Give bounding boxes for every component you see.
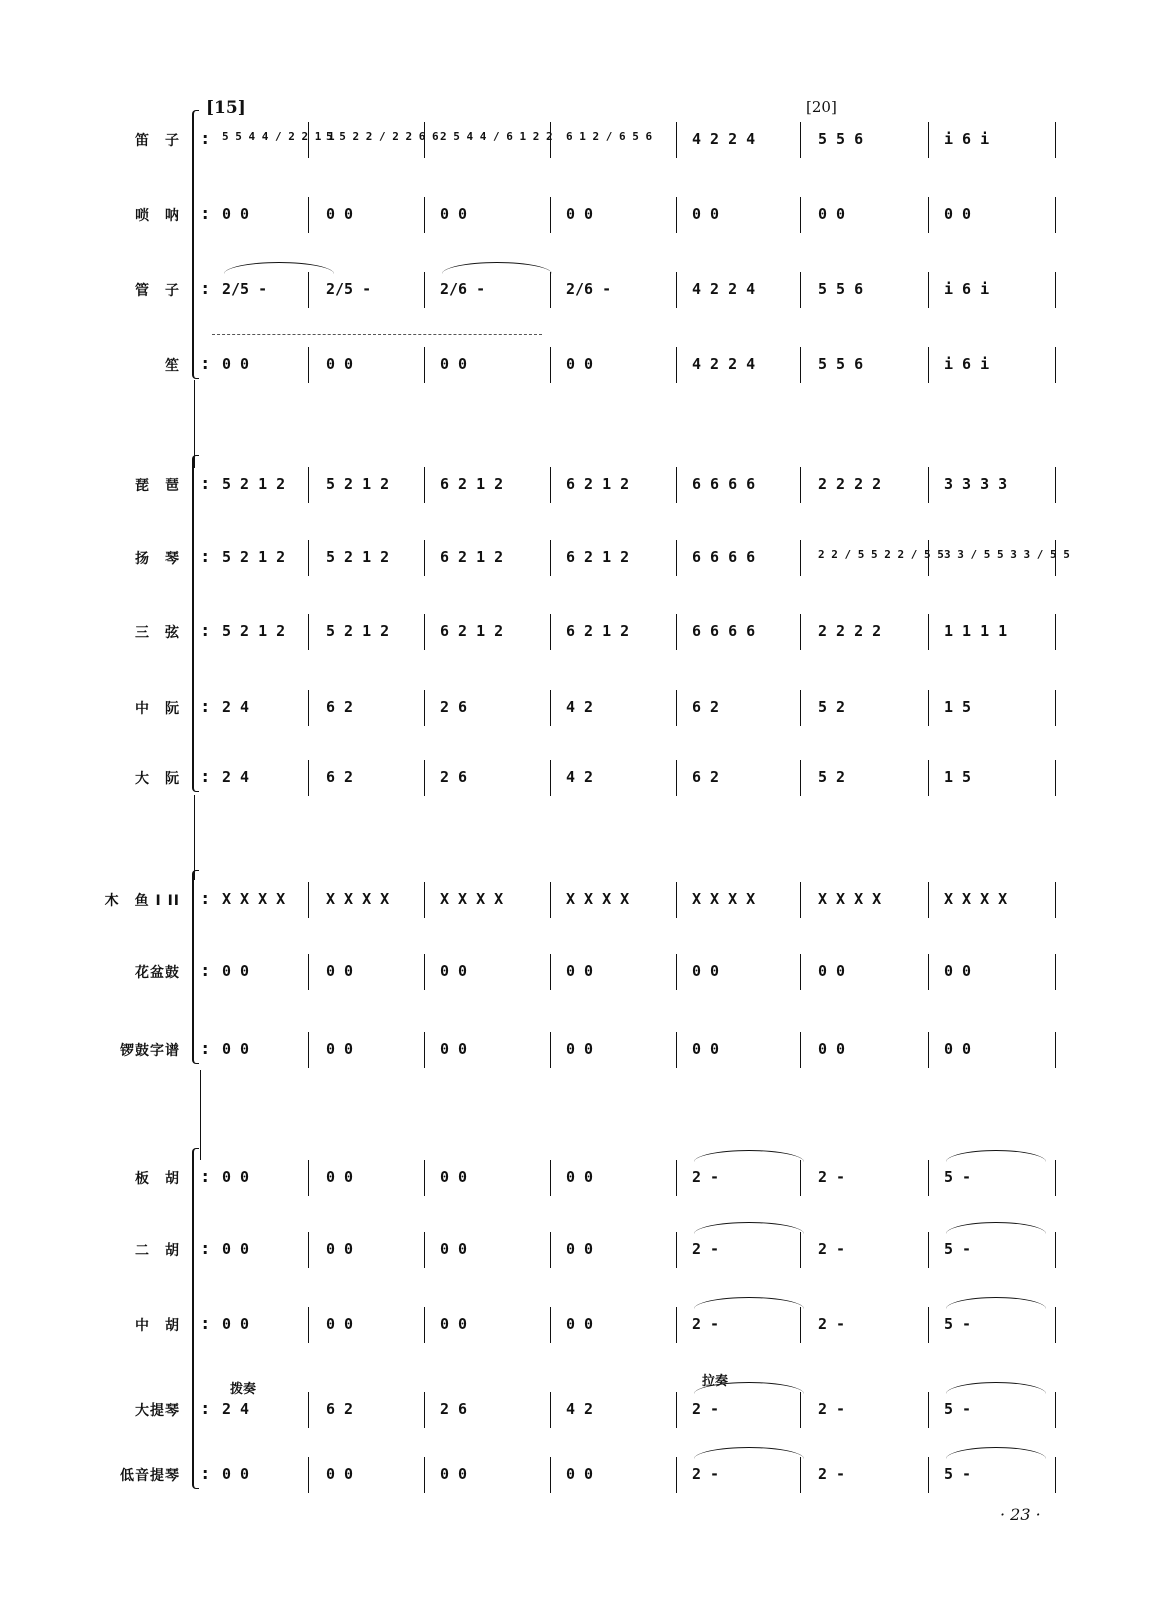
measure-cell: 2 2 / 5 5 2 2 / 5 5 [818,548,944,561]
measure-cell: 0 0 [944,962,972,980]
barline [308,1032,309,1068]
barline [308,1457,309,1493]
barline [1055,882,1056,918]
pizz-annotation: 拨奏 [230,1382,257,1397]
repeat-sign: : [202,1399,209,1418]
group-brace [192,455,199,792]
measure-cell: 0 0 [818,962,846,980]
repeat-sign: : [202,474,209,493]
arco-annotation: 拉奏 [702,1374,729,1389]
measure-cell: 5 2 1 2 [222,622,286,640]
instrument-label: 低音提琴 [120,1468,180,1484]
barline [928,1392,929,1428]
repeat-sign: : [202,889,209,908]
measure-cell: 0 0 [566,1168,594,1186]
barline [308,1232,309,1268]
barline [1055,197,1056,233]
barline [928,690,929,726]
barline [800,882,801,918]
barline [928,197,929,233]
measure-cell: 2 - [818,1400,846,1418]
barline [676,122,677,158]
repeat-sign: : [202,1039,209,1058]
measure-cell: 2/6 - [566,280,612,298]
measure-cell: 0 0 [222,1465,250,1483]
barline [550,690,551,726]
system-line [200,1070,201,1160]
measure-cell: 1 5 [944,768,972,786]
measure-cell: 2 6 [440,1400,468,1418]
barline [424,467,425,503]
repeat-sign: : [202,547,209,566]
measure-cell: 5 - [944,1168,972,1186]
barline [676,1160,677,1196]
barline [800,954,801,990]
barline [928,272,929,308]
barline [800,1457,801,1493]
dotted-line [212,334,542,335]
measure-cell: 5 5 6 [818,355,864,373]
repeat-sign: : [202,1464,209,1483]
measure-cell: 2 - [692,1465,720,1483]
repeat-sign: : [202,767,209,786]
measure-cell: 0 0 [692,1040,720,1058]
barline [308,760,309,796]
measure-cell: 0 0 [692,205,720,223]
measure-cell: 0 0 [326,1465,354,1483]
measure-cell: 0 0 [566,205,594,223]
measure-cell: 4 2 2 4 [692,355,756,373]
barline [550,1232,551,1268]
measure-cell: X X X X [692,890,756,908]
barline [676,1307,677,1343]
measure-cell: 0 0 [944,205,972,223]
measure-cell: 5 2 1 2 [326,548,390,566]
tie-slur [946,1297,1046,1310]
barline [800,1032,801,1068]
measure-cell: 5 - [944,1400,972,1418]
barline [800,197,801,233]
repeat-sign: : [202,1239,209,1258]
barline [550,1457,551,1493]
barline [1055,690,1056,726]
barline [676,1232,677,1268]
barline [308,882,309,918]
barline [800,690,801,726]
measure-cell: 2 - [692,1240,720,1258]
barline [1055,1457,1056,1493]
barline [676,467,677,503]
measure-cell: 6 2 [326,768,354,786]
measure-cell: 4 2 2 4 [692,130,756,148]
barline [424,1307,425,1343]
barline [1055,347,1056,383]
group-brace [192,110,199,379]
measure-cell: 5 5 6 [818,280,864,298]
barline [550,954,551,990]
barline [928,347,929,383]
measure-cell: 2 - [692,1315,720,1333]
barline [1055,614,1056,650]
measure-cell: i 6 i [944,130,990,148]
tie-slur [946,1222,1046,1235]
measure-cell: 6 6 6 6 [692,622,756,640]
measure-cell: 6 6 6 6 [692,475,756,493]
barline [1055,272,1056,308]
barline [308,690,309,726]
measure-cell: 6 2 [326,1400,354,1418]
repeat-sign: : [202,1314,209,1333]
barline [676,272,677,308]
measure-cell: 0 0 [326,205,354,223]
measure-cell: i 6 i [944,280,990,298]
measure-cell: 2 - [818,1240,846,1258]
repeat-sign: : [202,204,209,223]
measure-cell: 6 2 1 2 [440,622,504,640]
barline [1055,1392,1056,1428]
measure-cell: 6 2 1 2 [566,548,630,566]
group-brace [192,1148,199,1489]
measure-cell: 6 2 1 2 [566,475,630,493]
instrument-label: 锣鼓字谱 [120,1043,180,1059]
page-number: · 23 · [1000,1505,1041,1524]
repeat-sign: : [202,279,209,298]
measure-cell: 2 - [692,1168,720,1186]
tie-slur [946,1447,1046,1460]
barline [676,540,677,576]
measure-cell: 0 0 [818,1040,846,1058]
instrument-label: 大 阮 [135,771,180,787]
barline [676,1392,677,1428]
measure-cell: 2 2 2 2 [818,475,882,493]
barline [550,272,551,308]
barline [424,1232,425,1268]
measure-cell: 2 - [692,1400,720,1418]
barline [676,1457,677,1493]
barline [676,690,677,726]
tie-slur [442,262,552,275]
barline [1055,760,1056,796]
measure-cell: 4 2 [566,768,594,786]
measure-cell: 3 3 / 5 5 3 3 / 5 5 [944,548,1070,561]
measure-cell: 2 - [818,1168,846,1186]
repeat-sign: : [202,621,209,640]
barline [800,1307,801,1343]
barline [800,1392,801,1428]
barline [928,760,929,796]
barline [1055,1032,1056,1068]
measure-cell: 4 2 [566,698,594,716]
barline [800,467,801,503]
measure-cell: 5 2 1 2 [222,475,286,493]
measure-cell: 2 4 [222,768,250,786]
measure-cell: 0 0 [222,1240,250,1258]
measure-cell: 0 0 [440,1040,468,1058]
measure-cell: 2/5 - [222,280,268,298]
barline [550,347,551,383]
barline [550,540,551,576]
barline [550,1032,551,1068]
barline [424,272,425,308]
barline [424,197,425,233]
measure-cell: 0 0 [566,1240,594,1258]
barline [928,1307,929,1343]
measure-cell: 0 0 [326,1168,354,1186]
measure-cell: i 6 i [944,355,990,373]
instrument-label: 木 鱼 I II [104,893,180,909]
barline [308,540,309,576]
barline [308,347,309,383]
barline [928,1457,929,1493]
measure-cell: 2/6 - [440,280,486,298]
instrument-label: 大提琴 [135,1403,180,1419]
tie-slur [694,1150,804,1163]
measure-cell: X X X X [566,890,630,908]
barline [676,954,677,990]
barline [424,1457,425,1493]
measure-cell: X X X X [222,890,286,908]
measure-cell: 6 2 1 2 [440,548,504,566]
barline [928,954,929,990]
barline [308,1160,309,1196]
measure-cell: X X X X [326,890,390,908]
instrument-label: 琵 琶 [135,478,180,494]
measure-cell: 0 0 [222,1040,250,1058]
barline [928,1160,929,1196]
instrument-label: 三 弦 [135,625,180,641]
repeat-sign: : [202,1167,209,1186]
measure-cell: 0 0 [326,1040,354,1058]
barline [800,1160,801,1196]
tie-slur [694,1222,804,1235]
barline [550,882,551,918]
tie-slur [946,1382,1046,1395]
measure-cell: 6 6 6 6 [692,548,756,566]
measure-cell: 0 0 [566,1315,594,1333]
instrument-label: 笙 [165,358,180,374]
measure-cell: 6 2 [326,698,354,716]
rehearsal-mark-15: [15] [206,98,246,118]
tie-slur [224,262,334,275]
barline [424,347,425,383]
barline [550,1392,551,1428]
measure-cell: 2 4 [222,1400,250,1418]
measure-cell: 0 0 [566,1465,594,1483]
measure-cell: 5 2 [818,768,846,786]
measure-cell: 0 0 [222,1168,250,1186]
measure-cell: 5 5 2 2 / 2 2 6 6 [326,130,439,143]
measure-cell: 6 2 [692,768,720,786]
measure-cell: 2 - [818,1315,846,1333]
measure-cell: 5 2 1 2 [222,548,286,566]
measure-cell: 0 0 [440,1168,468,1186]
measure-cell: 0 0 [818,205,846,223]
measure-cell: 6 1 2 / 6 5 6 [566,130,653,143]
barline [676,614,677,650]
instrument-label: 管 子 [135,283,180,299]
measure-cell: X X X X [440,890,504,908]
measure-cell: 5 - [944,1315,972,1333]
barline [928,122,929,158]
measure-cell: 0 0 [222,1315,250,1333]
measure-cell: X X X X [818,890,882,908]
barline [424,1392,425,1428]
measure-cell: 0 0 [326,1315,354,1333]
barline [928,882,929,918]
measure-cell: 3 3 3 3 [944,475,1008,493]
barline [676,760,677,796]
barline [676,1032,677,1068]
measure-cell: 2 6 [440,768,468,786]
tie-slur [694,1297,804,1310]
measure-cell: 0 0 [326,1240,354,1258]
instrument-label: 唢 呐 [135,208,180,224]
barline [928,467,929,503]
measure-cell: 0 0 [222,205,250,223]
measure-cell: 1 1 1 1 [944,622,1008,640]
barline [550,467,551,503]
barline [928,1032,929,1068]
barline [928,614,929,650]
tie-slur [694,1447,804,1460]
barline [424,760,425,796]
instrument-label: 板 胡 [135,1171,180,1187]
barline [800,540,801,576]
barline [308,197,309,233]
instrument-label: 中 胡 [135,1318,180,1334]
barline [676,882,677,918]
measure-cell: 0 0 [326,355,354,373]
barline [550,760,551,796]
group-brace [192,870,199,1064]
barline [550,1160,551,1196]
barline [676,347,677,383]
barline [308,272,309,308]
measure-cell: 0 0 [440,1465,468,1483]
repeat-sign: : [202,961,209,980]
measure-cell: 6 2 [692,698,720,716]
measure-cell: 0 0 [440,1240,468,1258]
barline [928,1232,929,1268]
measure-cell: X X X X [944,890,1008,908]
measure-cell: 0 0 [440,1315,468,1333]
instrument-label: 笛 子 [135,133,180,149]
barline [424,882,425,918]
rehearsal-mark-20: [20] [806,98,837,116]
measure-cell: 0 0 [326,962,354,980]
measure-cell: 0 0 [692,962,720,980]
measure-cell: 6 2 1 2 [566,622,630,640]
barline [550,614,551,650]
measure-cell: 1 5 [944,698,972,716]
measure-cell: 5 - [944,1465,972,1483]
instrument-label: 扬 琴 [135,551,180,567]
measure-cell: 5 2 [818,698,846,716]
barline [1055,122,1056,158]
measure-cell: 2 6 [440,698,468,716]
measure-cell: 4 2 2 4 [692,280,756,298]
measure-cell: 5 5 4 4 / 2 2 1 1 [222,130,335,143]
barline [424,540,425,576]
measure-cell: 5 5 6 [818,130,864,148]
measure-cell: 6 2 1 2 [440,475,504,493]
measure-cell: 0 0 [440,962,468,980]
instrument-label: 中 阮 [135,701,180,717]
barline [308,1392,309,1428]
barline [424,1160,425,1196]
barline [800,760,801,796]
barline [800,347,801,383]
measure-cell: 0 0 [222,355,250,373]
barline [800,1232,801,1268]
measure-cell: 5 2 1 2 [326,475,390,493]
measure-cell: 2/5 - [326,280,372,298]
measure-cell: 4 2 [566,1400,594,1418]
measure-cell: 0 0 [566,1040,594,1058]
measure-cell: 2 2 2 2 [818,622,882,640]
measure-cell: 5 - [944,1240,972,1258]
barline [800,272,801,308]
barline [424,1032,425,1068]
measure-cell: 0 0 [944,1040,972,1058]
system-line [194,795,195,880]
instrument-label: 花盆鼓 [135,965,180,981]
measure-cell: 5 2 1 2 [326,622,390,640]
barline [1055,954,1056,990]
measure-cell: 2 5 4 4 / 6 1 2 2 [440,130,553,143]
barline [308,1307,309,1343]
measure-cell: 2 - [818,1465,846,1483]
barline [424,614,425,650]
repeat-sign: : [202,354,209,373]
barline [550,1307,551,1343]
barline [800,122,801,158]
barline [676,197,677,233]
system-line [194,380,195,468]
measure-cell: 0 0 [566,355,594,373]
barline [308,614,309,650]
tie-slur [946,1150,1046,1163]
barline [1055,1232,1056,1268]
barline [308,954,309,990]
measure-cell: 0 0 [222,962,250,980]
measure-cell: 2 4 [222,698,250,716]
repeat-sign: : [202,697,209,716]
barline [424,690,425,726]
barline [550,197,551,233]
instrument-label: 二 胡 [135,1243,180,1259]
measure-cell: 0 0 [440,355,468,373]
barline [1055,1307,1056,1343]
measure-cell: 0 0 [440,205,468,223]
repeat-sign: : [202,129,209,148]
barline [1055,1160,1056,1196]
barline [424,954,425,990]
barline [800,614,801,650]
barline [308,467,309,503]
measure-cell: 0 0 [566,962,594,980]
barline [1055,467,1056,503]
